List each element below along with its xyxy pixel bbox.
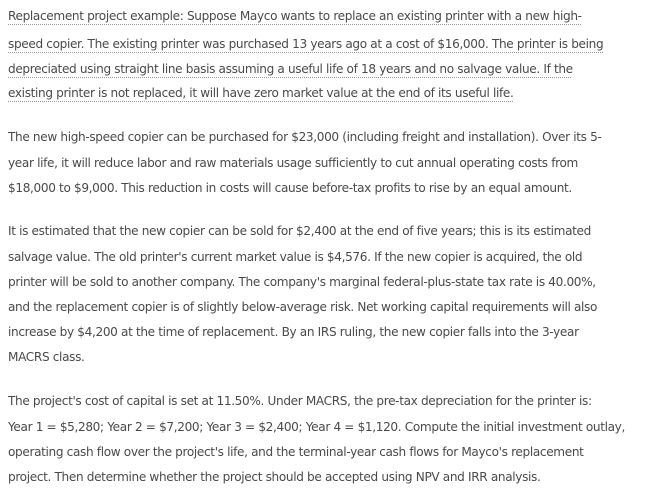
- text-line: depreciated using straight line basis assuming a useful life of 18 years and no salvage value. If the: [8, 62, 573, 76]
- text-line: MACRS class.: [8, 350, 85, 364]
- text-line: Year 1 = $5,280; Year 2 = $7,200; Year 3 = $2,400; Year 4 = $1,120. Compute the initial investment outlay,: [8, 420, 625, 434]
- text-line: year life, it will reduce labor and raw materials usage sufficiently to cut annual operating costs from: [8, 156, 578, 170]
- text-line: project. Then determine whether the project should be accepted using NPV and IRR analysis.: [8, 470, 541, 484]
- text-line: The new high-speed copier can be purchased for $23,000 (including freight and installation). Over its 5-: [8, 130, 602, 144]
- text-line: speed copier. The existing printer was purchased 13 years ago at a cost of $16,000. The printer is being: [8, 37, 604, 51]
- text-line: and the replacement copier is of slightly below-average risk. Net working capital requirements will also: [8, 300, 598, 314]
- text-line: salvage value. The old printer's current market value is $4,576. If the new copier is acquired, the old: [8, 250, 583, 264]
- text-line: $18,000 to $9,000. This reduction in costs will cause before-tax profits to rise by an equal amount.: [8, 181, 572, 195]
- text-line: printer will be sold to another company. The company's marginal federal-plus-state tax rate is 40.00%,: [8, 275, 596, 289]
- text-line: existing printer is not replaced, it will have zero market value at the end of its useful life.: [8, 86, 514, 100]
- text-line: operating cash flow over the project's life, and the terminal-year cash flows for Mayco's replacement: [8, 445, 584, 459]
- text-line: Replacement project example: Suppose Mayco wants to replace an existing printer with a new high-: [8, 9, 582, 23]
- text-line: It is estimated that the new copier can be sold for $2,400 at the end of five years; this is its estimated: [8, 224, 591, 238]
- text-line: increase by $4,200 at the time of replacement. By an IRS ruling, the new copier falls into the 3-year: [8, 325, 579, 339]
- text-line: The project's cost of capital is set at 11.50%. Under MACRS, the pre-tax depreciation for the printer is:: [8, 394, 592, 408]
